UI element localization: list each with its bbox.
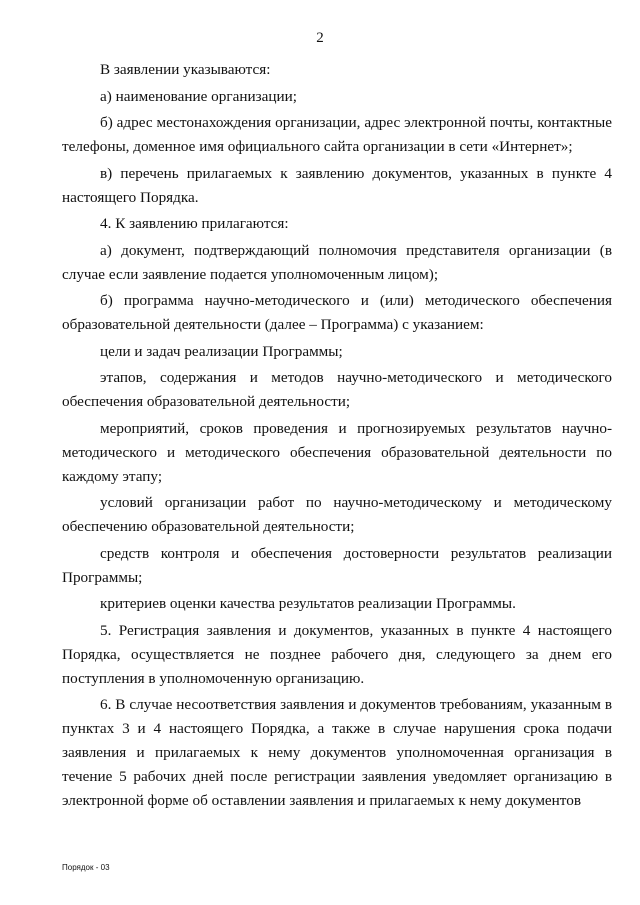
paragraph: 4. К заявлению прилагаются:: [100, 215, 289, 232]
paragraph: б) адрес местонахождения организации, адрес электронной почты, контактные телефоны, доменное имя официального сайта организации в сети «Интернет»;: [62, 114, 612, 155]
page-number: 2: [316, 30, 324, 46]
paragraph: б) программа научно-методического и (или) методического обеспечения образовательной деятельности (далее – Программа) с указанием:: [62, 292, 612, 333]
paragraph: а) наименование организации;: [100, 87, 297, 105]
paragraph: критериев оценки качества результатов реализации Программы.: [100, 595, 516, 612]
paragraph: этапов, содержания и методов научно-методического и методического обеспечения образовательной деятельности;: [62, 369, 612, 410]
paragraph: 5. Регистрация заявления и документов, указанных в пункте 4 настоящего Порядка, осуществляется не позднее рабочего дня, следующего за днем его поступления в уполномоченную организацию.: [62, 621, 612, 687]
paragraph: средств контроля и обеспечения достоверности результатов реализации Программы;: [62, 544, 612, 586]
paragraph: В заявлении указываются:: [100, 61, 271, 78]
document-body: [62, 58, 612, 816]
paragraph: в) перечень прилагаемых к заявлению документов, указанных в пункте 4 настоящего Порядка.: [62, 164, 612, 206]
paragraph: цели и задач реализации Программы;: [100, 342, 343, 360]
paragraph: 6. В случае несоответствия заявления и документов требованиям, указанным в пунктах 3 и 4 настоящего Порядка, а также в случае нарушения срока подачи заявления и прилагаемых к нему документов уполномоченная организация в течение 5 рабочих дней после регистрации заявления уведомляет организацию в электронной форме об оставлении заявления и прилагаемых к нему документов: [62, 696, 612, 809]
paragraph: мероприятий, сроков проведения и прогнозируемых результатов научно-методического и методического обеспечения образовательной деятельности по каждому этапу;: [62, 419, 612, 485]
paragraph: а) документ, подтверждающий полномочия представителя организации (в случае если заявление подается уполномоченным лицом);: [62, 241, 612, 283]
footer-label: Порядок - 03: [62, 863, 110, 872]
paragraph: условий организации работ по научно-методическому и методическому обеспечению образовательной деятельности;: [62, 494, 612, 535]
